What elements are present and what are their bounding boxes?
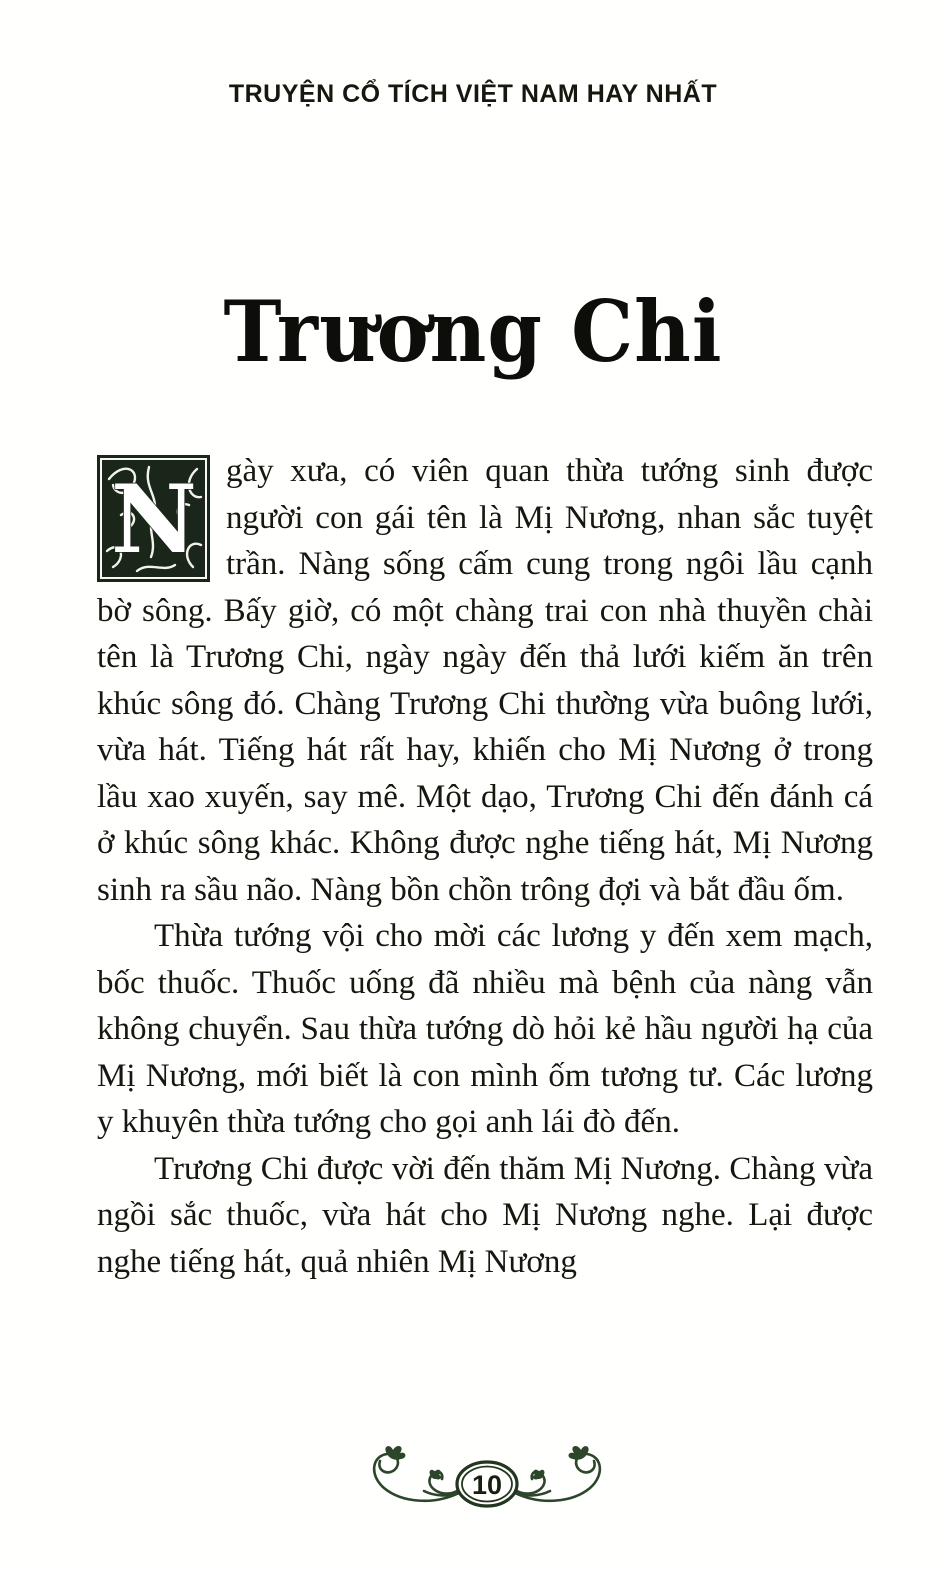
paragraph-2: Thừa tướng vội cho mời các lương y đến xem mạch, bốc thuốc. Thuốc uống đã nhiều mà bệnh của nàng vẫn không chuyển. Sau thừa tướng dò hỏi kẻ hầu người hạ của Mị Nương, mới biết là con mình ốm tương tư. Các lương y khuyên thừa tướng cho gọi anh lái đò đến. xyxy=(97,918,873,1140)
story-title: Trương Chi xyxy=(223,283,723,382)
footer-flourish-icon xyxy=(362,1441,612,1523)
page-number: 10 xyxy=(471,1470,503,1500)
dropcap-ornament-icon xyxy=(97,455,210,582)
paragraph-1-text: gày xưa, có viên quan thừa tướng sinh được người con gái tên là Mị Nương, nhan sắc tuyệt trần. Nàng sống cấm cung trong ngôi lầu cạnh bờ sông. Bấy giờ, có một chàng trai con nhà thuyền chài tên là Trương Chi, ngày ngày đến thả lưới kiếm ăn trên khúc sông đó. Chàng Trương Chi thường vừa buông lưới, vừa hát. Tiếng hát rất hay, khiến cho Mị Nương ở trong lầu xao xuyến, say mê. Một dạo, Trương Chi đến đánh cá ở khúc sông khác. Không được nghe tiếng hát, Mị Nương sinh ra sầu não. Nàng bồn chồn trông đợi và bắt đầu ốm. xyxy=(97,453,873,908)
dropcap-letter: N xyxy=(111,465,197,575)
running-header: TRUYỆN CỔ TÍCH VIỆT NAM HAY NHẤT xyxy=(228,80,718,108)
story-body xyxy=(97,448,873,1285)
paragraph-3: Trương Chi được vời đến thăm Mị Nương. Chàng vừa ngồi sắc thuốc, vừa hát cho Mị Nương nghe. Lại được nghe tiếng hát, quả nhiên Mị Nương xyxy=(97,1150,873,1280)
paragraph-1 xyxy=(97,448,873,913)
